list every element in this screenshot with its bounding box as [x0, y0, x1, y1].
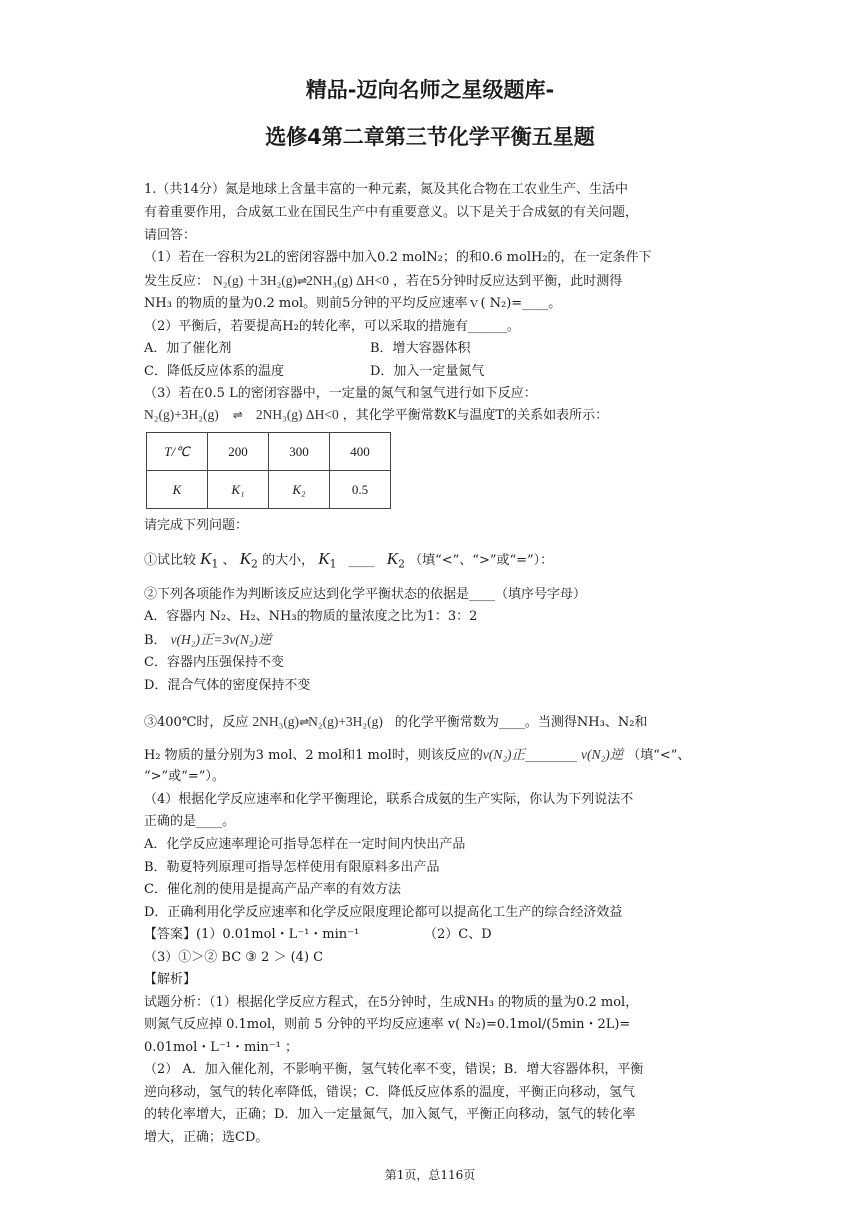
option: D．正确利用化学反应速率和化学反应限度理论都可以提高化工生产的综合经济效益	[144, 905, 623, 920]
intro-line: 请回答：	[144, 228, 197, 243]
part3-equation-line: N₂(g)+3H₂(g) ⇌ 2NH₃(g) ΔH<0 ，其化学平衡常数K与温度T的关系如表所示：	[144, 407, 609, 423]
table-row	[147, 433, 391, 471]
answer-line: 【答案】(1）0.01mol・L⁻¹・min⁻¹ （2）C、D	[144, 927, 492, 942]
table-cell: T/℃	[147, 433, 208, 471]
answer-line: （3）①＞② BC ③ 2 ＞ (4) C	[144, 950, 324, 965]
analysis-line: 试题分析：（1）根据化学反应方程式，在5分钟时，生成NH₃ 的物质的量为0.2 mol，	[144, 995, 639, 1010]
option: B．增大容器体积	[370, 341, 471, 356]
page-subtitle: 选修4第二章第三节化学平衡五星题	[265, 125, 595, 149]
table-cell: 0.5	[330, 471, 391, 509]
option: D．混合气体的密度保持不变	[144, 678, 311, 693]
table-cell: K₁	[208, 471, 269, 509]
equilibrium-arrow-icon: ⇌	[299, 715, 309, 729]
reaction-equation: N₂(g) ＋3H₂(g)⇌2NH₃(g) ΔH<0	[213, 273, 389, 288]
option: D．加入一定量氮气	[370, 364, 485, 379]
page-title: 精品-迈向名师之星级题库-	[305, 78, 555, 102]
analysis-heading: 【解析】	[144, 972, 197, 987]
option: C．催化剂的使用是提高产品产率的有效方法	[144, 882, 401, 897]
subquestion-3: ③400℃时，反应 2NH₃(g)⇌N₂(g)+3H₂(g) 的化学平衡常数为____。当测得NH₃、N₂和	[144, 714, 648, 730]
table-cell: 200	[208, 433, 269, 471]
option: C．容器内压强保持不变	[144, 655, 284, 670]
part1-text: （1）若在一容积为2L的密闭容器中加入0.2 molN₂；的和0.6 molH₂的，在一定条件下	[144, 250, 652, 265]
option: B． v(H₂)正=3v(N₂)逆	[144, 632, 272, 648]
analysis-line: 增大，正确；选CD。	[144, 1130, 269, 1145]
rate-equation: v(H₂)正=3v(N₂)逆	[170, 632, 272, 647]
part1-text: NH₃ 的物质的量为0.2 mol。则前5分钟的平均反应速率ｖ( N₂)=____。	[144, 296, 562, 311]
analysis-line: 的转化率增大，正确；D．加入一定量氮气，加入氮气，平衡正向移动，氢气的转化率	[144, 1107, 636, 1122]
option-row	[144, 362, 724, 382]
table-cell: K	[147, 471, 208, 509]
part4-text: （4）根据化学反应速率和化学平衡理论，联系合成氨的生产实际，你认为下列说法不	[144, 792, 634, 807]
equilibrium-constant-table	[146, 432, 391, 509]
analysis-line: 则氮气反应掉 0.1mol，则前 5 分钟的平均反应速率 v( N₂)=0.1mol/(5min・2L)=	[144, 1017, 631, 1032]
option: A．容器内 N₂、H₂、NH₃的物质的量浓度之比为1：3：2	[144, 609, 478, 624]
option-row	[144, 339, 724, 359]
table-cell: 300	[269, 433, 330, 471]
page-footer: 第1页，总116页	[384, 1168, 476, 1182]
table-cell: K₂	[269, 471, 330, 509]
equilibrium-arrow-icon: ⇌	[232, 408, 242, 422]
option: B．勒夏特列原理可指导怎样使用有限原料多出产品	[144, 860, 440, 875]
part3-text: （3）若在0.5 L的密闭容器中，一定量的氮气和氢气进行如下反应：	[144, 386, 537, 401]
reaction-equation: N₂(g)+3H₂(g) ⇌ 2NH₃(g) ΔH<0	[144, 407, 339, 422]
subquestion-3-line3: “>”或“=”）。	[144, 769, 225, 784]
option: A．加了催化剂	[144, 341, 232, 356]
instruction-text: 请完成下列问题：	[144, 518, 249, 533]
part4-text: 正确的是____。	[144, 814, 236, 829]
intro-line: 1.（共14分）氮是地球上含量丰富的一种元素，氮及其化合物在工农业生产、生活中	[144, 182, 628, 197]
intro-line: 有着重要作用，合成氨工业在国民生产中有重要意义。以下是关于合成氨的有关问题，	[144, 205, 639, 220]
subquestion-1: ①试比较 $K_1$ 、 $K_2$ 的大小， $K_1$ ____ $K_2$ （填“<”、“>”或“=”）：	[144, 549, 554, 571]
option: C．降低反应体系的温度	[144, 364, 284, 379]
analysis-line: 0.01mol・L⁻¹・min⁻¹ ；	[144, 1040, 299, 1055]
subquestion-2: ②下列各项能作为判断该反应达到化学平衡状态的依据是____（填序号字母）	[144, 587, 587, 602]
equilibrium-arrow-icon: ⇌	[297, 274, 307, 288]
subquestion-3-line2: H₂ 物质的量分别为3 mol、2 mol和1 mol时，则该反应的v(N₂)正________ v(N₂)逆 （填“<”、	[144, 747, 691, 763]
table-cell: 400	[330, 433, 391, 471]
analysis-line: （2） A．加入催化剂，不影响平衡，氢气转化率不变，错误；B．增大容器体积，平衡	[144, 1062, 644, 1077]
analysis-line: 逆向移动，氢气的转化率降低，错误；C．降低反应体系的温度，平衡正向移动，氢气	[144, 1085, 635, 1100]
option: A．化学反应速率理论可指导怎样在一定时间内快出产品	[144, 837, 466, 852]
reaction-equation: 2NH₃(g)⇌N₂(g)+3H₂(g)	[252, 714, 383, 729]
table-row	[147, 471, 391, 509]
part1-equation-line: 发生反应： N₂(g) ＋3H₂(g)⇌2NH₃(g) ΔH<0 ，若在5分钟时反应达到平衡，此时测得	[144, 273, 623, 289]
part2-text: （2）平衡后，若要提高H₂的转化率，可以采取的措施有______。	[144, 319, 520, 334]
